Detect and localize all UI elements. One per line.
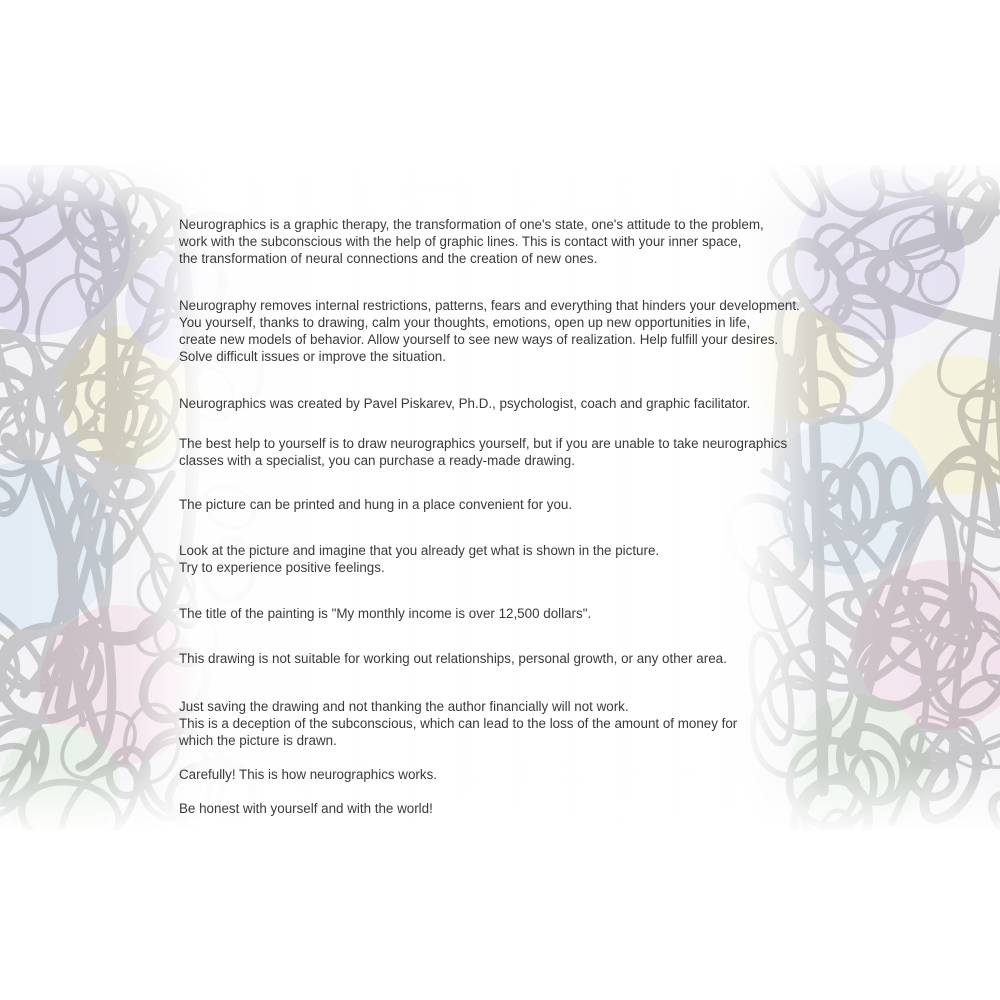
paragraph-line: This is a deception of the subconscious, which can lead to the loss of the amount of money for (179, 716, 738, 731)
paragraph-line: This drawing is not suitable for working out relationships, personal growth, or any other area. (179, 651, 727, 666)
paragraph-line: Try to experience positive feelings. (179, 560, 385, 575)
paragraph-line: the transformation of neural connections and the creation of new ones. (179, 251, 598, 266)
paragraph-line: which the picture is drawn. (179, 733, 337, 748)
paragraph-line: classes with a specialist, you can purchase a ready-made drawing. (179, 453, 575, 468)
paragraph-line: Be honest with yourself and with the world! (179, 801, 433, 816)
paragraph-line: Neurographics is a graphic therapy, the transformation of one's state, one's attitude to the problem, (179, 217, 764, 232)
paragraph (179, 766, 859, 783)
description-text (179, 196, 859, 817)
paragraph-line: Carefully! This is how neurographics works. (179, 767, 437, 782)
paragraph-line: The best help to yourself is to draw neurographics yourself, but if you are unable to take neurographics (179, 436, 788, 451)
paragraph (179, 650, 859, 667)
paragraph-line: The picture can be printed and hung in a place convenient for you. (179, 497, 573, 512)
paragraph (179, 435, 859, 469)
paragraph (179, 698, 859, 749)
paragraph-line: Just saving the drawing and not thanking the author financially will not work. (179, 699, 629, 714)
paragraph (179, 605, 859, 622)
paragraph (179, 542, 859, 576)
paragraph (179, 216, 859, 267)
paragraph (179, 395, 859, 412)
paragraph-line: You yourself, thanks to drawing, calm your thoughts, emotions, open up new opportunities in life, (179, 315, 751, 330)
paragraph-line: work with the subconscious with the help of graphic lines. This is contact with your inner space, (179, 234, 742, 249)
paragraph-line: Look at the picture and imagine that you already get what is shown in the picture. (179, 543, 660, 558)
paragraph-line: Solve difficult issues or improve the situation. (179, 349, 446, 364)
paragraph-line: Neurographics was created by Pavel Piskarev, Ph.D., psychologist, coach and graphic facilitator. (179, 396, 751, 411)
paragraph (179, 800, 859, 817)
paragraph-line: The title of the painting is "My monthly income is over 12,500 dollars". (179, 606, 592, 621)
paragraph-line: Neurography removes internal restrictions, patterns, fears and everything that hinders your development. (179, 298, 800, 313)
paragraph (179, 496, 859, 513)
paragraph (179, 297, 859, 365)
paragraph-line: create new models of behavior. Allow yourself to see new ways of realization. Help fulfill your desires. (179, 332, 779, 347)
